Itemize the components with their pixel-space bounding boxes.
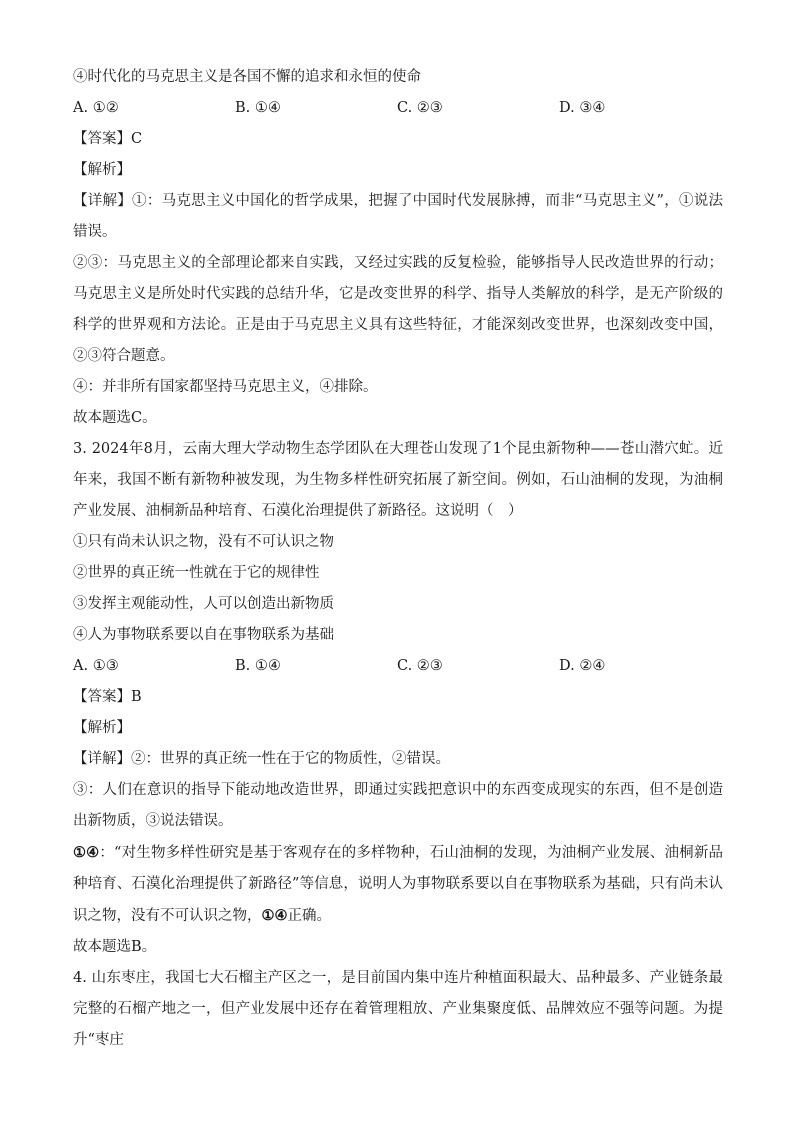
q2-analysis-label: 【解析】: [73, 162, 131, 178]
q2-options: [73, 93, 723, 124]
q3-statement-4: ④人为事物联系要以自在事物联系为基础: [73, 627, 334, 643]
q2-option-c: C. ②③: [397, 100, 443, 116]
document-page: [73, 62, 723, 1056]
q3-detail-3: [73, 837, 723, 932]
q3-option-b: B. ①④: [235, 658, 281, 674]
q3-options: [73, 651, 723, 682]
q2-option-d: D. ③④: [559, 100, 606, 116]
q4-stem: 4. 山东枣庄，我国七大石榴主产区之一，是目前国内集中连片种植面积最大、品种最多、产业链条最完整的石榴产地之一，但产业发展中还存在着管理粗放、产业集聚度低、品牌效应不强等问题。为提升“枣庄: [73, 970, 723, 1048]
q3-answer: 【答案】B: [73, 689, 142, 705]
q3-detail-3-head: ①④: [73, 844, 100, 861]
q2-statement-4: ④时代化的马克思主义是各国不懈的追求和永恒的使命: [73, 69, 421, 85]
q2-detail-3: ④：并非所有国家都坚持马克思主义，④排除。: [73, 379, 378, 395]
q3-stem: 3. 2024年8月，云南大理大学动物生态学团队在大理苍山发现了1个昆虫新物种——苍山潜穴虻。近年来，我国不断有新物种被发现，为生物多样性研究拓展了新空间。例如，石山油桐的发现，为油桐产业发展、油桐新品种培育、石漠化治理提供了新路径。这说明（ ）: [73, 441, 723, 519]
q3-detail-3-body: ：“对生物多样性研究是基于客观存在的多样物种，石山油桐的发现，为油桐产业发展、油桐新品种培育、石漠化治理提供了新路径”等信息，说明人为事物联系要以自在事物联系为基础，只有尚未认识之物，没有不可认识之物，: [73, 845, 723, 924]
q3-statement-2: ②世界的真正统一性就在于它的规律性: [73, 565, 320, 581]
q3-option-c: C. ②③: [397, 658, 443, 674]
q2-option-b: B. ①④: [235, 100, 281, 116]
q3-detail-2: ③：人们在意识的指导下能动地改造世界，即通过实践把意识中的东西变成现实的东西，但不是创造出新物质，③说法错误。: [73, 782, 723, 829]
q2-conclusion: 故本题选C。: [73, 410, 157, 426]
q2-detail-1: 【详解】①：马克思主义中国化的哲学成果，把握了中国时代发展脉搏，而非“马克思主义”，①说法错误。: [73, 193, 723, 240]
q3-option-d: D. ②④: [559, 658, 606, 674]
q3-detail-3-tail-bold: ①④: [261, 907, 288, 924]
q3-option-a: A. ①③: [73, 658, 119, 674]
q3-statement-3: ③发挥主观能动性，人可以创造出新物质: [73, 596, 334, 612]
q3-conclusion: 故本题选B。: [73, 939, 157, 955]
q3-analysis-label: 【解析】: [73, 720, 131, 736]
q3-detail-1: 【详解】②：世界的真正统一性在于它的物质性，②错误。: [73, 751, 450, 767]
q2-detail-2: ②③：马克思主义的全部理论都来自实践，又经过实践的反复检验，能够指导人民改造世界的行动；马克思主义是所处时代实践的总结升华，它是改变世界的科学、指导人类解放的科学，是无产阶级的科学的世界观和方法论。正是由于马克思主义具有这些特征，才能深刻改变世界，也深刻改变中国，②③符合题意。: [73, 255, 723, 364]
q3-statement-1: ①只有尚未认识之物，没有不可认识之物: [73, 534, 334, 550]
q2-option-a: A. ①②: [73, 100, 119, 116]
q3-detail-3-tail: 正确。: [287, 908, 331, 924]
q2-answer: 【答案】C: [73, 131, 143, 147]
